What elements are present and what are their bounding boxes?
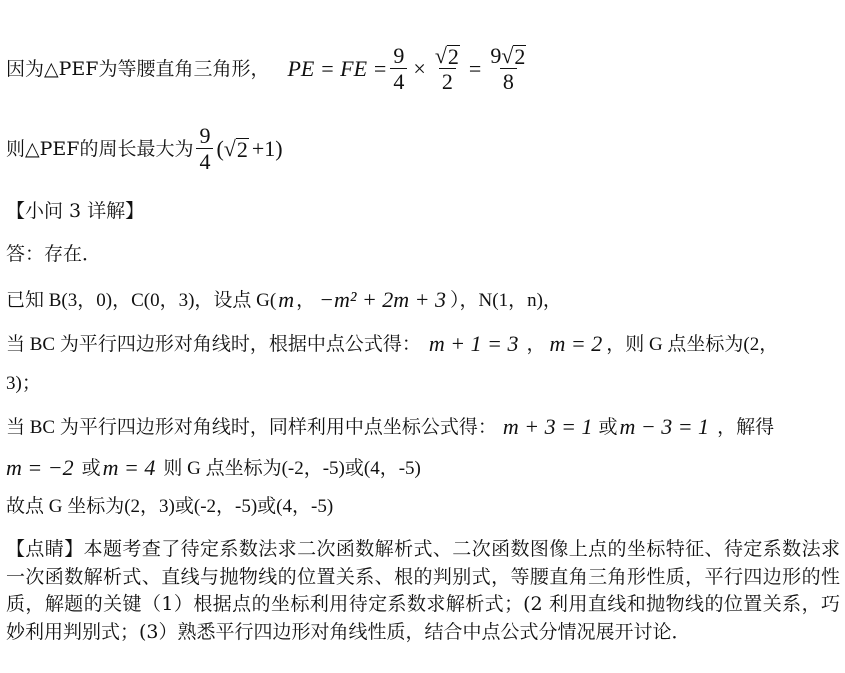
equals-sign: = [468,56,482,82]
fraction-9sqrt2-over-8: 9 √ 2 8 [490,43,526,95]
line-conclusion: 故点 G 坐标为(2，3)或(-2，-5)或(4，-5) [6,496,334,517]
line9-eq1: m = −2 [6,455,74,480]
sqrt-symbol: √ 2 [434,43,459,69]
open-paren: ( [216,136,224,162]
times-sign: × [413,56,426,82]
line5-expr: −m² + 2m + 3 [319,287,447,312]
line6-post: ，则 G 点坐标为(2， [606,333,779,355]
line8-post: ，解得 [717,415,775,438]
line5-pre: 已知 B(3，0)，C(0，3)，设点 G( [6,289,277,311]
line-case-2 [6,416,774,438]
section-heading-question-3: 【小问 3 详解】 [6,200,145,222]
comment-paragraph: 【点睛】本题考查了待定系数法求二次函数解析式、二次函数图像上点的坐标特征、待定系数法求一次函数解析式、直线与抛物线的位置关系、根的判别式，等腰直角三角形性质，平行四边形的性质，解题的关键（1）根据点的坐标利用待定系数求解析式；(2 利用直线和抛物线的位置关系，巧妙利用判别式；(3）熟悉平行四边形对角线性质，结合中点公式分情况展开讨论． [6,538,840,643]
line9-post: 则 G 点坐标为(-2，-5)或(4，-5) [163,457,421,479]
fraction-sqrt2-over-2: √ 2 2 [434,43,459,95]
line-case-2-result [6,457,421,479]
line2-tail: +1) [251,136,283,162]
line1-text: 因为△PEF为等腰直角三角形， [6,57,270,80]
line8-eq1: m + 3 = 1 [502,414,593,439]
line5-m: m [278,287,295,312]
sqrt-symbol: √ 2 [223,135,248,162]
line9-eq2: m = 4 [102,455,156,480]
line6-pre: 当 BC 为平行四边形对角线时，根据中点公式得： [6,333,421,355]
line8-or: 或 [598,415,618,438]
line-known-points [6,289,562,311]
line1-eq-lhs: PE = FE = [287,56,388,82]
line-case-1-cont: 3)； [6,373,41,394]
line6-mid: ， [526,332,546,355]
line8-pre: 当 BC 为平行四边形对角线时，同样利用中点坐标公式得： [6,416,497,438]
line6-eq1: m + 1 = 3 [428,331,519,356]
line-max-perimeter [6,124,283,174]
line-case-1 [6,333,778,355]
fraction-9-over-4: $\frac{9}{4}$ [196,124,213,174]
line5-post: ），N(1，n)， [450,289,562,311]
answer-line: 答：存在． [6,243,102,265]
line2-text: 则△PEF的周长最大为 [6,137,194,160]
line5-comma: ， [296,288,316,311]
line8-eq2: m − 3 = 1 [619,414,710,439]
line6-eq2: m = 2 [549,331,603,356]
line9-or: 或 [81,456,101,479]
line-isosceles-right-triangle [6,44,532,94]
sqrt-symbol: √ 2 [501,43,526,69]
fraction-9-over-4: $\frac{9}{4}$ [390,44,407,94]
